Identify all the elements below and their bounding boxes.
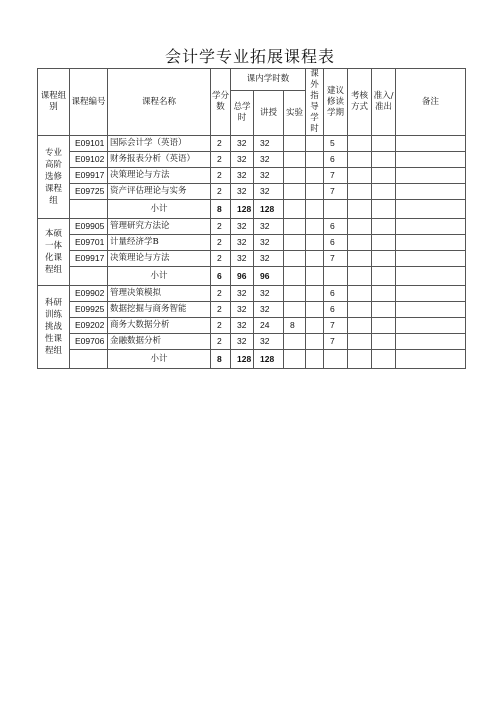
subtotal-label: 小计 [108,200,211,219]
lab-hours-cell [284,286,306,302]
subtotal-lecture-hours: 128 [254,350,284,369]
subtotal-blank [284,350,306,369]
course-name: 管理研究方法论 [108,219,211,235]
table-row [38,136,466,152]
header-admission: 准入/准出 [372,69,396,136]
lab-hours-cell [284,334,306,350]
remarks-cell [396,168,466,184]
admission-cell [372,136,396,152]
course-name: 资产评估理论与实务 [108,184,211,200]
table-row [38,302,466,318]
lecture-hours-cell: 32 [254,184,284,200]
lecture-hours-cell: 32 [254,334,284,350]
credits-cell: 2 [211,286,231,302]
subtotal-blank [396,267,466,286]
subtotal-blank [306,350,324,369]
total-hours-cell: 32 [231,302,254,318]
remarks-cell [396,302,466,318]
group-label: 科研训练挑战性课程组 [38,286,70,369]
subtotal-blank [284,200,306,219]
course-code: E09101 [70,136,108,152]
semester-cell: 7 [324,168,348,184]
table-row [38,152,466,168]
admission-cell [372,219,396,235]
course-code: E09701 [70,235,108,251]
admission-cell [372,152,396,168]
total-hours-cell: 32 [231,168,254,184]
subtotal-blank [372,200,396,219]
lecture-hours-cell: 32 [254,251,284,267]
semester-cell: 7 [324,184,348,200]
subtotal-blank [348,267,372,286]
exam-cell [348,302,372,318]
lab-hours-cell [284,235,306,251]
course-name: 商务大数据分析 [108,318,211,334]
subtotal-row [38,267,466,286]
total-hours-cell: 32 [231,136,254,152]
subtotal-blank [396,200,466,219]
table-row [38,219,466,235]
remarks-cell [396,286,466,302]
semester-cell: 6 [324,219,348,235]
remarks-cell [396,136,466,152]
table-row [38,235,466,251]
lecture-hours-cell: 32 [254,235,284,251]
exam-cell [348,136,372,152]
total-hours-cell: 32 [231,318,254,334]
table-row [38,184,466,200]
total-hours-cell: 32 [231,219,254,235]
credits-cell: 2 [211,251,231,267]
total-hours-cell: 32 [231,184,254,200]
outside-hours-cell [306,334,324,350]
outside-hours-cell [306,168,324,184]
header-semester: 建议修读学期 [324,69,348,136]
admission-cell [372,168,396,184]
group-label: 本硕一体化课程组 [38,219,70,286]
exam-cell [348,152,372,168]
outside-hours-cell [306,251,324,267]
table-row [38,251,466,267]
semester-cell: 7 [324,318,348,334]
remarks-cell [396,235,466,251]
semester-cell: 7 [324,251,348,267]
header-code: 课程编号 [70,69,108,136]
subtotal-code-blank [70,350,108,369]
lecture-hours-cell: 32 [254,152,284,168]
subtotal-blank [348,200,372,219]
course-name: 国际会计学（英语） [108,136,211,152]
subtotal-blank [306,267,324,286]
table-row [38,286,466,302]
credits-cell: 2 [211,318,231,334]
semester-cell: 7 [324,334,348,350]
remarks-cell [396,152,466,168]
lecture-hours-cell: 32 [254,219,284,235]
header-remarks: 备注 [396,69,466,136]
credits-cell: 2 [211,302,231,318]
header-lab: 实验 [284,91,306,136]
subtotal-blank [284,267,306,286]
credits-cell: 2 [211,219,231,235]
semester-cell: 5 [324,136,348,152]
subtotal-blank [324,267,348,286]
subtotal-credits: 6 [211,267,231,286]
subtotal-credits: 8 [211,200,231,219]
total-hours-cell: 32 [231,334,254,350]
total-hours-cell: 32 [231,286,254,302]
admission-cell [372,302,396,318]
header-credits: 学分数 [211,69,231,136]
credits-cell: 2 [211,136,231,152]
admission-cell [372,251,396,267]
exam-cell [348,235,372,251]
admission-cell [372,184,396,200]
remarks-cell [396,219,466,235]
credits-cell: 2 [211,184,231,200]
course-name: 决策理论与方法 [108,168,211,184]
course-name: 财务报表分析（英语） [108,152,211,168]
admission-cell [372,286,396,302]
exam-cell [348,219,372,235]
lecture-hours-cell: 32 [254,136,284,152]
semester-cell: 6 [324,235,348,251]
lecture-hours-cell: 24 [254,318,284,334]
subtotal-label: 小计 [108,267,211,286]
exam-cell [348,168,372,184]
subtotal-blank [324,200,348,219]
course-name: 管理决策模拟 [108,286,211,302]
outside-hours-cell [306,184,324,200]
remarks-cell [396,318,466,334]
lab-hours-cell [284,251,306,267]
lab-hours-cell [284,302,306,318]
exam-cell [348,184,372,200]
total-hours-cell: 32 [231,235,254,251]
total-hours-cell: 32 [231,152,254,168]
subtotal-code-blank [70,200,108,219]
subtotal-lecture-hours: 96 [254,267,284,286]
course-code: E09902 [70,286,108,302]
exam-cell [348,334,372,350]
exam-cell [348,318,372,334]
subtotal-credits: 8 [211,350,231,369]
course-code: E09917 [70,168,108,184]
credits-cell: 2 [211,152,231,168]
outside-hours-cell [306,152,324,168]
credits-cell: 2 [211,235,231,251]
remarks-cell [396,251,466,267]
subtotal-total-hours: 128 [231,200,254,219]
admission-cell [372,235,396,251]
course-name: 计量经济学B [108,235,211,251]
outside-hours-cell [306,235,324,251]
table-row [38,318,466,334]
course-code: E09102 [70,152,108,168]
exam-cell [348,286,372,302]
table-row [38,168,466,184]
table-row [38,334,466,350]
outside-hours-cell [306,318,324,334]
outside-hours-cell [306,286,324,302]
subtotal-code-blank [70,267,108,286]
lecture-hours-cell: 32 [254,302,284,318]
page-title: 会计学专业拓展课程表 [164,47,335,66]
subtotal-total-hours: 128 [231,350,254,369]
course-code: E09706 [70,334,108,350]
header-exam: 考核方式 [348,69,372,136]
lab-hours-cell [284,152,306,168]
group-label: 专业高阶选修课程组 [38,136,70,219]
course-name: 决策理论与方法 [108,251,211,267]
lab-hours-cell [284,168,306,184]
course-code: E09917 [70,251,108,267]
course-code: E09925 [70,302,108,318]
course-code: E09202 [70,318,108,334]
subtotal-blank [396,350,466,369]
header-total-hours: 总学时 [231,91,254,136]
semester-cell: 6 [324,152,348,168]
lab-hours-cell: 8 [284,318,306,334]
outside-hours-cell [306,302,324,318]
credits-cell: 2 [211,334,231,350]
admission-cell [372,318,396,334]
subtotal-label: 小计 [108,350,211,369]
exam-cell [348,251,372,267]
course-code: E09725 [70,184,108,200]
lecture-hours-cell: 32 [254,286,284,302]
outside-hours-cell [306,136,324,152]
subtotal-row [38,350,466,369]
header-group: 课程组别 [38,69,70,136]
lab-hours-cell [284,219,306,235]
subtotal-row [38,200,466,219]
total-hours-cell: 32 [231,251,254,267]
semester-cell: 6 [324,302,348,318]
header-name: 课程名称 [108,69,211,136]
course-table [37,68,466,369]
subtotal-total-hours: 96 [231,267,254,286]
subtotal-blank [324,350,348,369]
lab-hours-cell [284,184,306,200]
header-lecture: 讲授 [254,91,284,136]
lecture-hours-cell: 32 [254,168,284,184]
course-name: 金融数据分析 [108,334,211,350]
subtotal-blank [306,200,324,219]
subtotal-lecture-hours: 128 [254,200,284,219]
course-code: E09905 [70,219,108,235]
credits-cell: 2 [211,168,231,184]
subtotal-blank [348,350,372,369]
remarks-cell [396,184,466,200]
course-name: 数据挖掘与商务智能 [108,302,211,318]
header-in-class: 课内学时数 [231,69,306,91]
admission-cell [372,334,396,350]
remarks-cell [396,334,466,350]
semester-cell: 6 [324,286,348,302]
subtotal-blank [372,267,396,286]
header-outside: 课外指导学时 [306,69,324,136]
outside-hours-cell [306,219,324,235]
subtotal-blank [372,350,396,369]
lab-hours-cell [284,136,306,152]
